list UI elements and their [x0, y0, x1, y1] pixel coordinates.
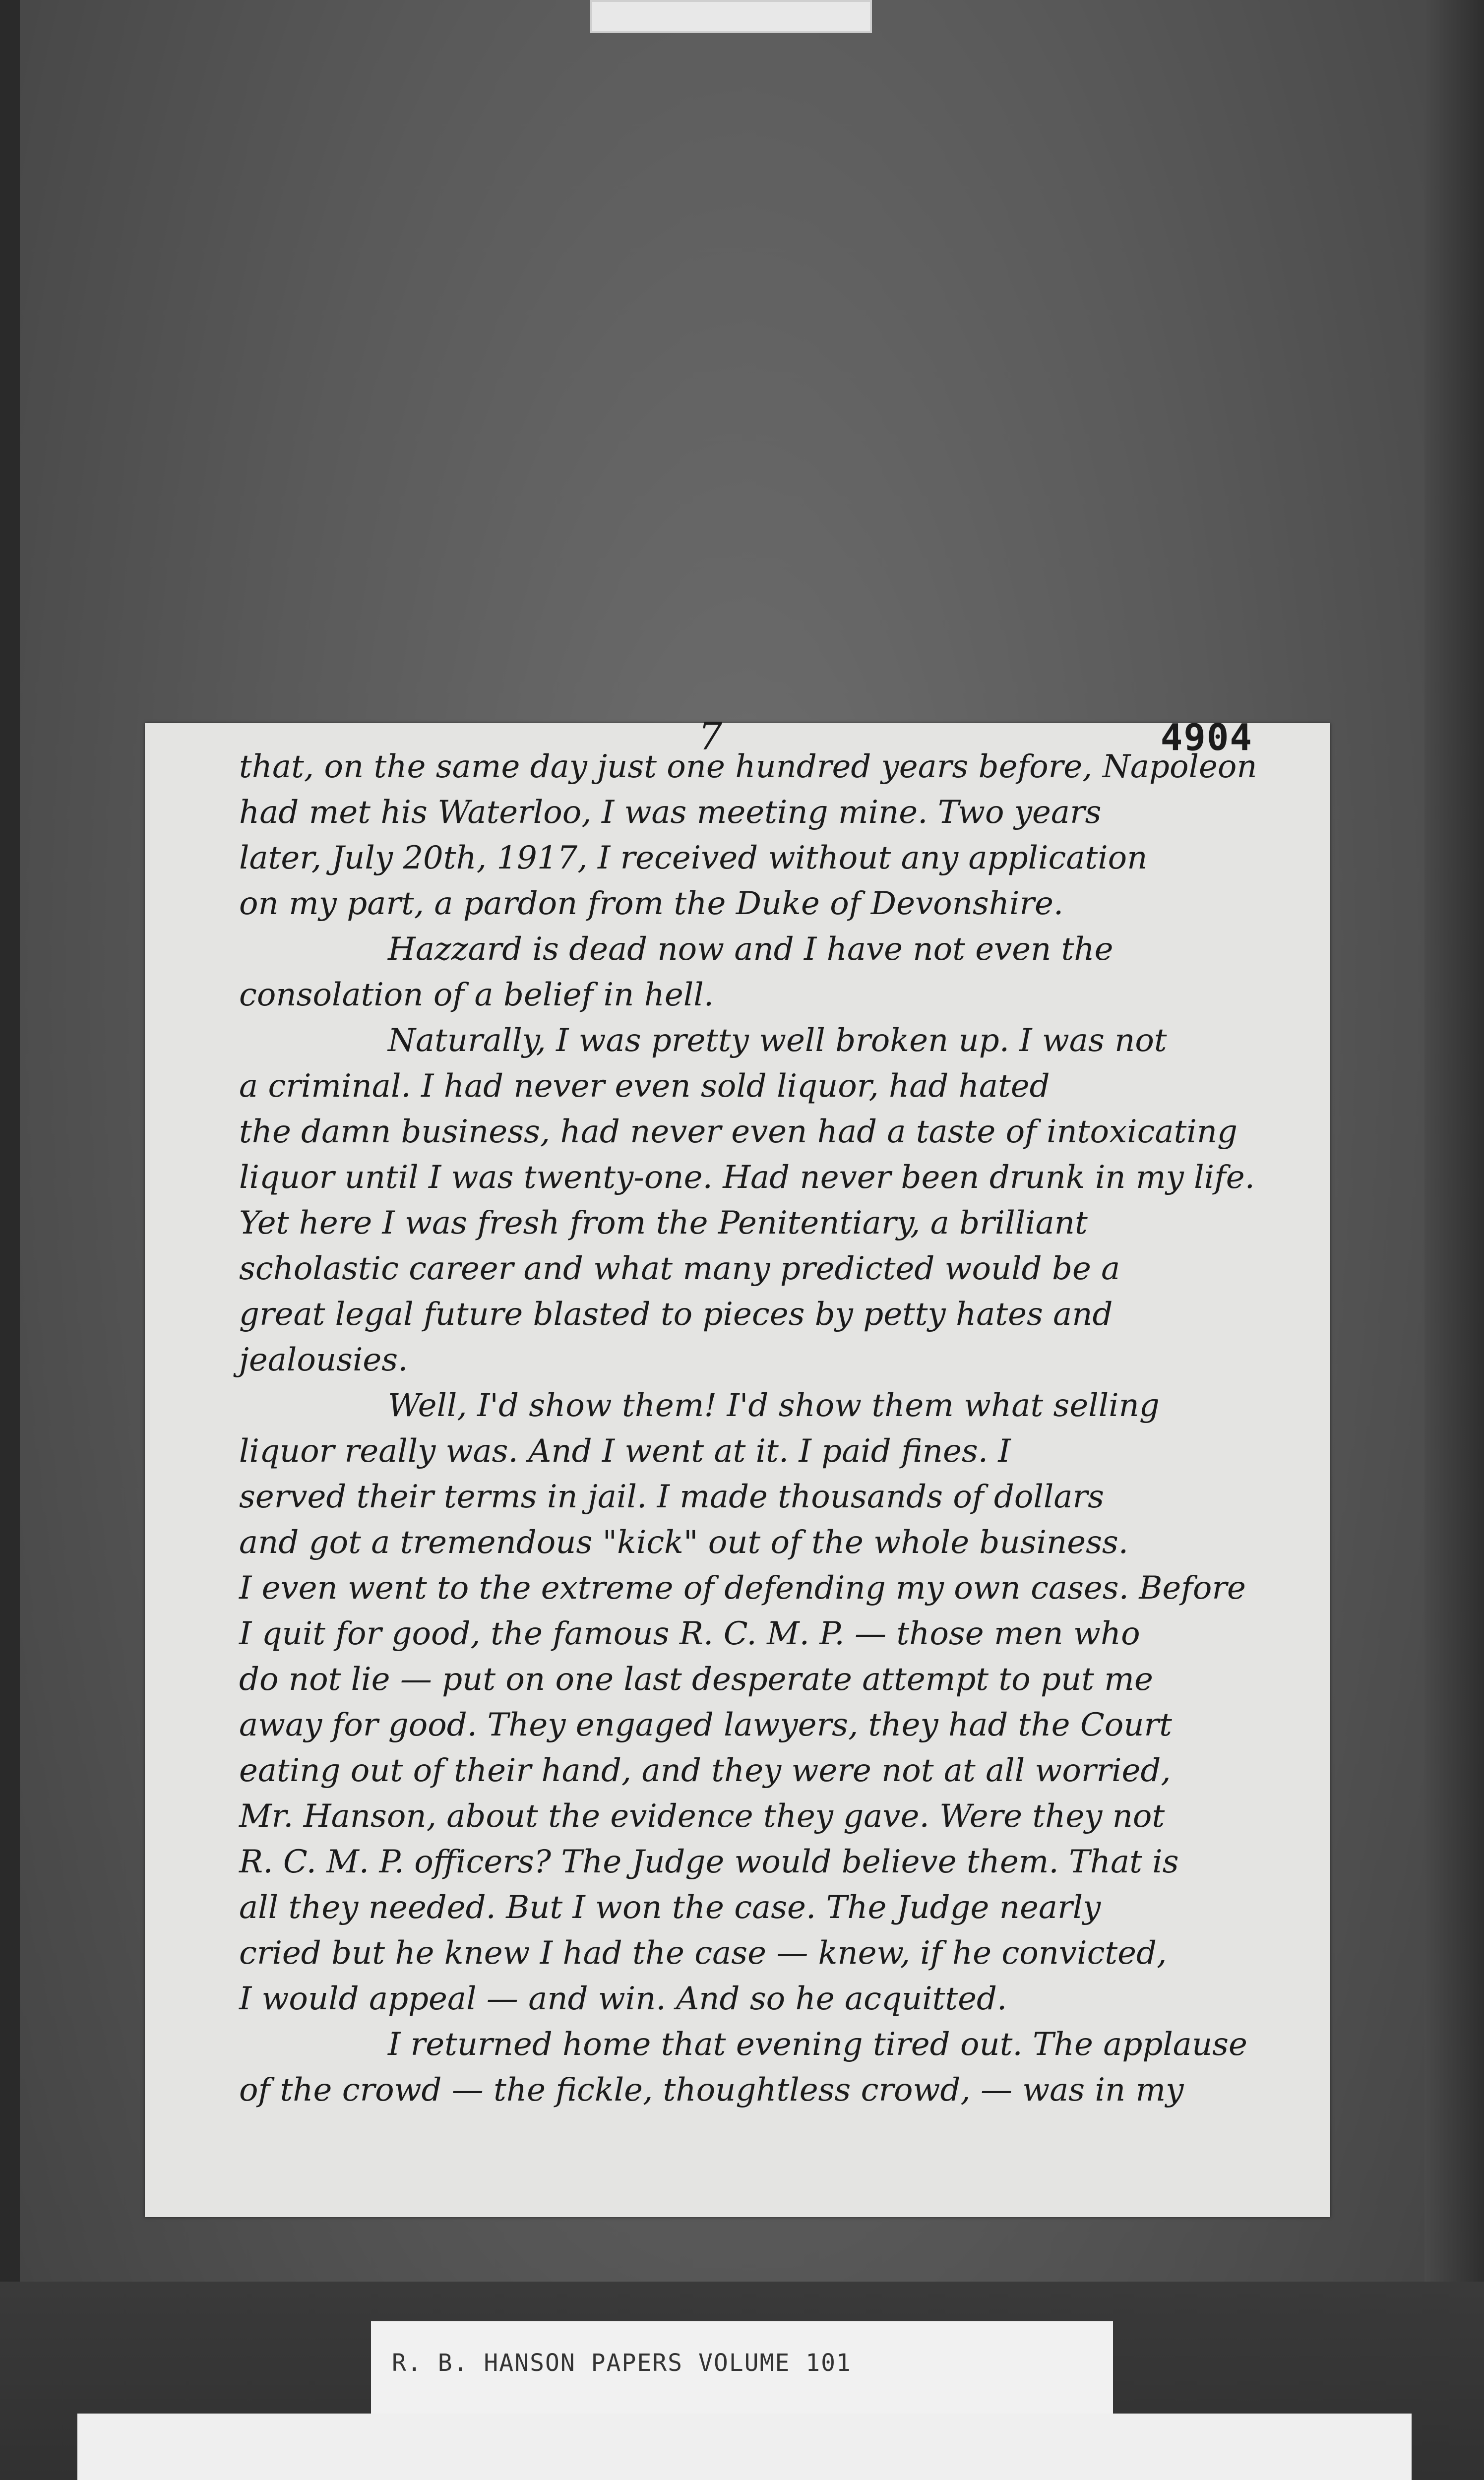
- letter-line: served their terms in jail. I made thousands of dollars: [239, 1479, 1104, 1515]
- collection-label: [371, 2321, 1113, 2414]
- page-number: 7: [698, 714, 723, 758]
- folio-number: 4904: [1160, 716, 1253, 759]
- letter-line: that, on the same day just one hundred years before, Napoleon: [239, 748, 1257, 785]
- letter-line: and got a tremendous "kick" out of the whole business.: [239, 1524, 1129, 1561]
- letter-line: of the crowd — the fickle, thoughtless crowd, — was in my: [239, 2072, 1184, 2108]
- letter-line: consolation of a belief in hell.: [239, 977, 714, 1013]
- letter-line: on my part, a pardon from the Duke of Devonshire.: [239, 885, 1064, 922]
- letter-line: Yet here I was fresh from the Penitentiary, a brilliant: [239, 1205, 1088, 1241]
- letter-line: Mr. Hanson, about the evidence they gave. Were they not: [239, 1798, 1165, 1835]
- letter-line: Well, I'd show them! I'd show them what selling: [388, 1387, 1160, 1424]
- collection-label-text: R. B. HANSON PAPERS VOLUME 101: [392, 2349, 852, 2377]
- letter-line: a criminal. I had never even sold liquor, had hated: [239, 1068, 1050, 1105]
- film-edge-right: [1424, 0, 1484, 2480]
- letter-line: away for good. They engaged lawyers, they had the Court: [239, 1707, 1172, 1743]
- letter-line: do not lie — put on one last desperate attempt to put me: [239, 1661, 1153, 1698]
- film-top-tab: [590, 0, 872, 33]
- letter-line: I quit for good, the famous R. C. M. P. — those men who: [239, 1615, 1140, 1652]
- letter-body: [239, 744, 1271, 2113]
- letter-line: the damn business, had never even had a taste of intoxicating: [239, 1114, 1237, 1150]
- handwritten-letter-page: [145, 714, 1330, 2217]
- letter-line: I even went to the extreme of defending my own cases. Before: [239, 1570, 1246, 1607]
- letter-line: cried but he knew I had the case — knew, if he convicted,: [239, 1935, 1167, 1972]
- archives-card: [77, 2414, 1412, 2480]
- letter-line: R. C. M. P. officers? The Judge would believe them. That is: [239, 1844, 1179, 1880]
- letter-line: great legal future blasted to pieces by petty hates and: [239, 1296, 1113, 1333]
- letter-line: liquor until I was twenty-one. Had never been drunk in my life.: [239, 1159, 1255, 1196]
- letter-line: Hazzard is dead now and I have not even the: [388, 931, 1113, 968]
- letter-line: I would appeal — and win. And so he acquitted.: [239, 1981, 1007, 2017]
- letter-line: later, July 20th, 1917, I received without any application: [239, 840, 1148, 876]
- letter-line: all they needed. But I won the case. The Judge nearly: [239, 1889, 1101, 1926]
- letter-line: liquor really was. And I went at it. I paid fines. I: [239, 1433, 1011, 1470]
- letter-line: eating out of their hand, and they were not at all worried,: [239, 1752, 1171, 1789]
- letter-line: had met his Waterloo, I was meeting mine. Two years: [239, 794, 1102, 831]
- film-edge-left: [0, 0, 20, 2480]
- letter-line: scholastic career and what many predicted would be a: [239, 1250, 1120, 1287]
- letter-line: I returned home that evening tired out. The applause: [388, 2026, 1247, 2063]
- letter-line: jealousies.: [239, 1342, 408, 1378]
- letter-line: Naturally, I was pretty well broken up. I was not: [388, 1022, 1167, 1059]
